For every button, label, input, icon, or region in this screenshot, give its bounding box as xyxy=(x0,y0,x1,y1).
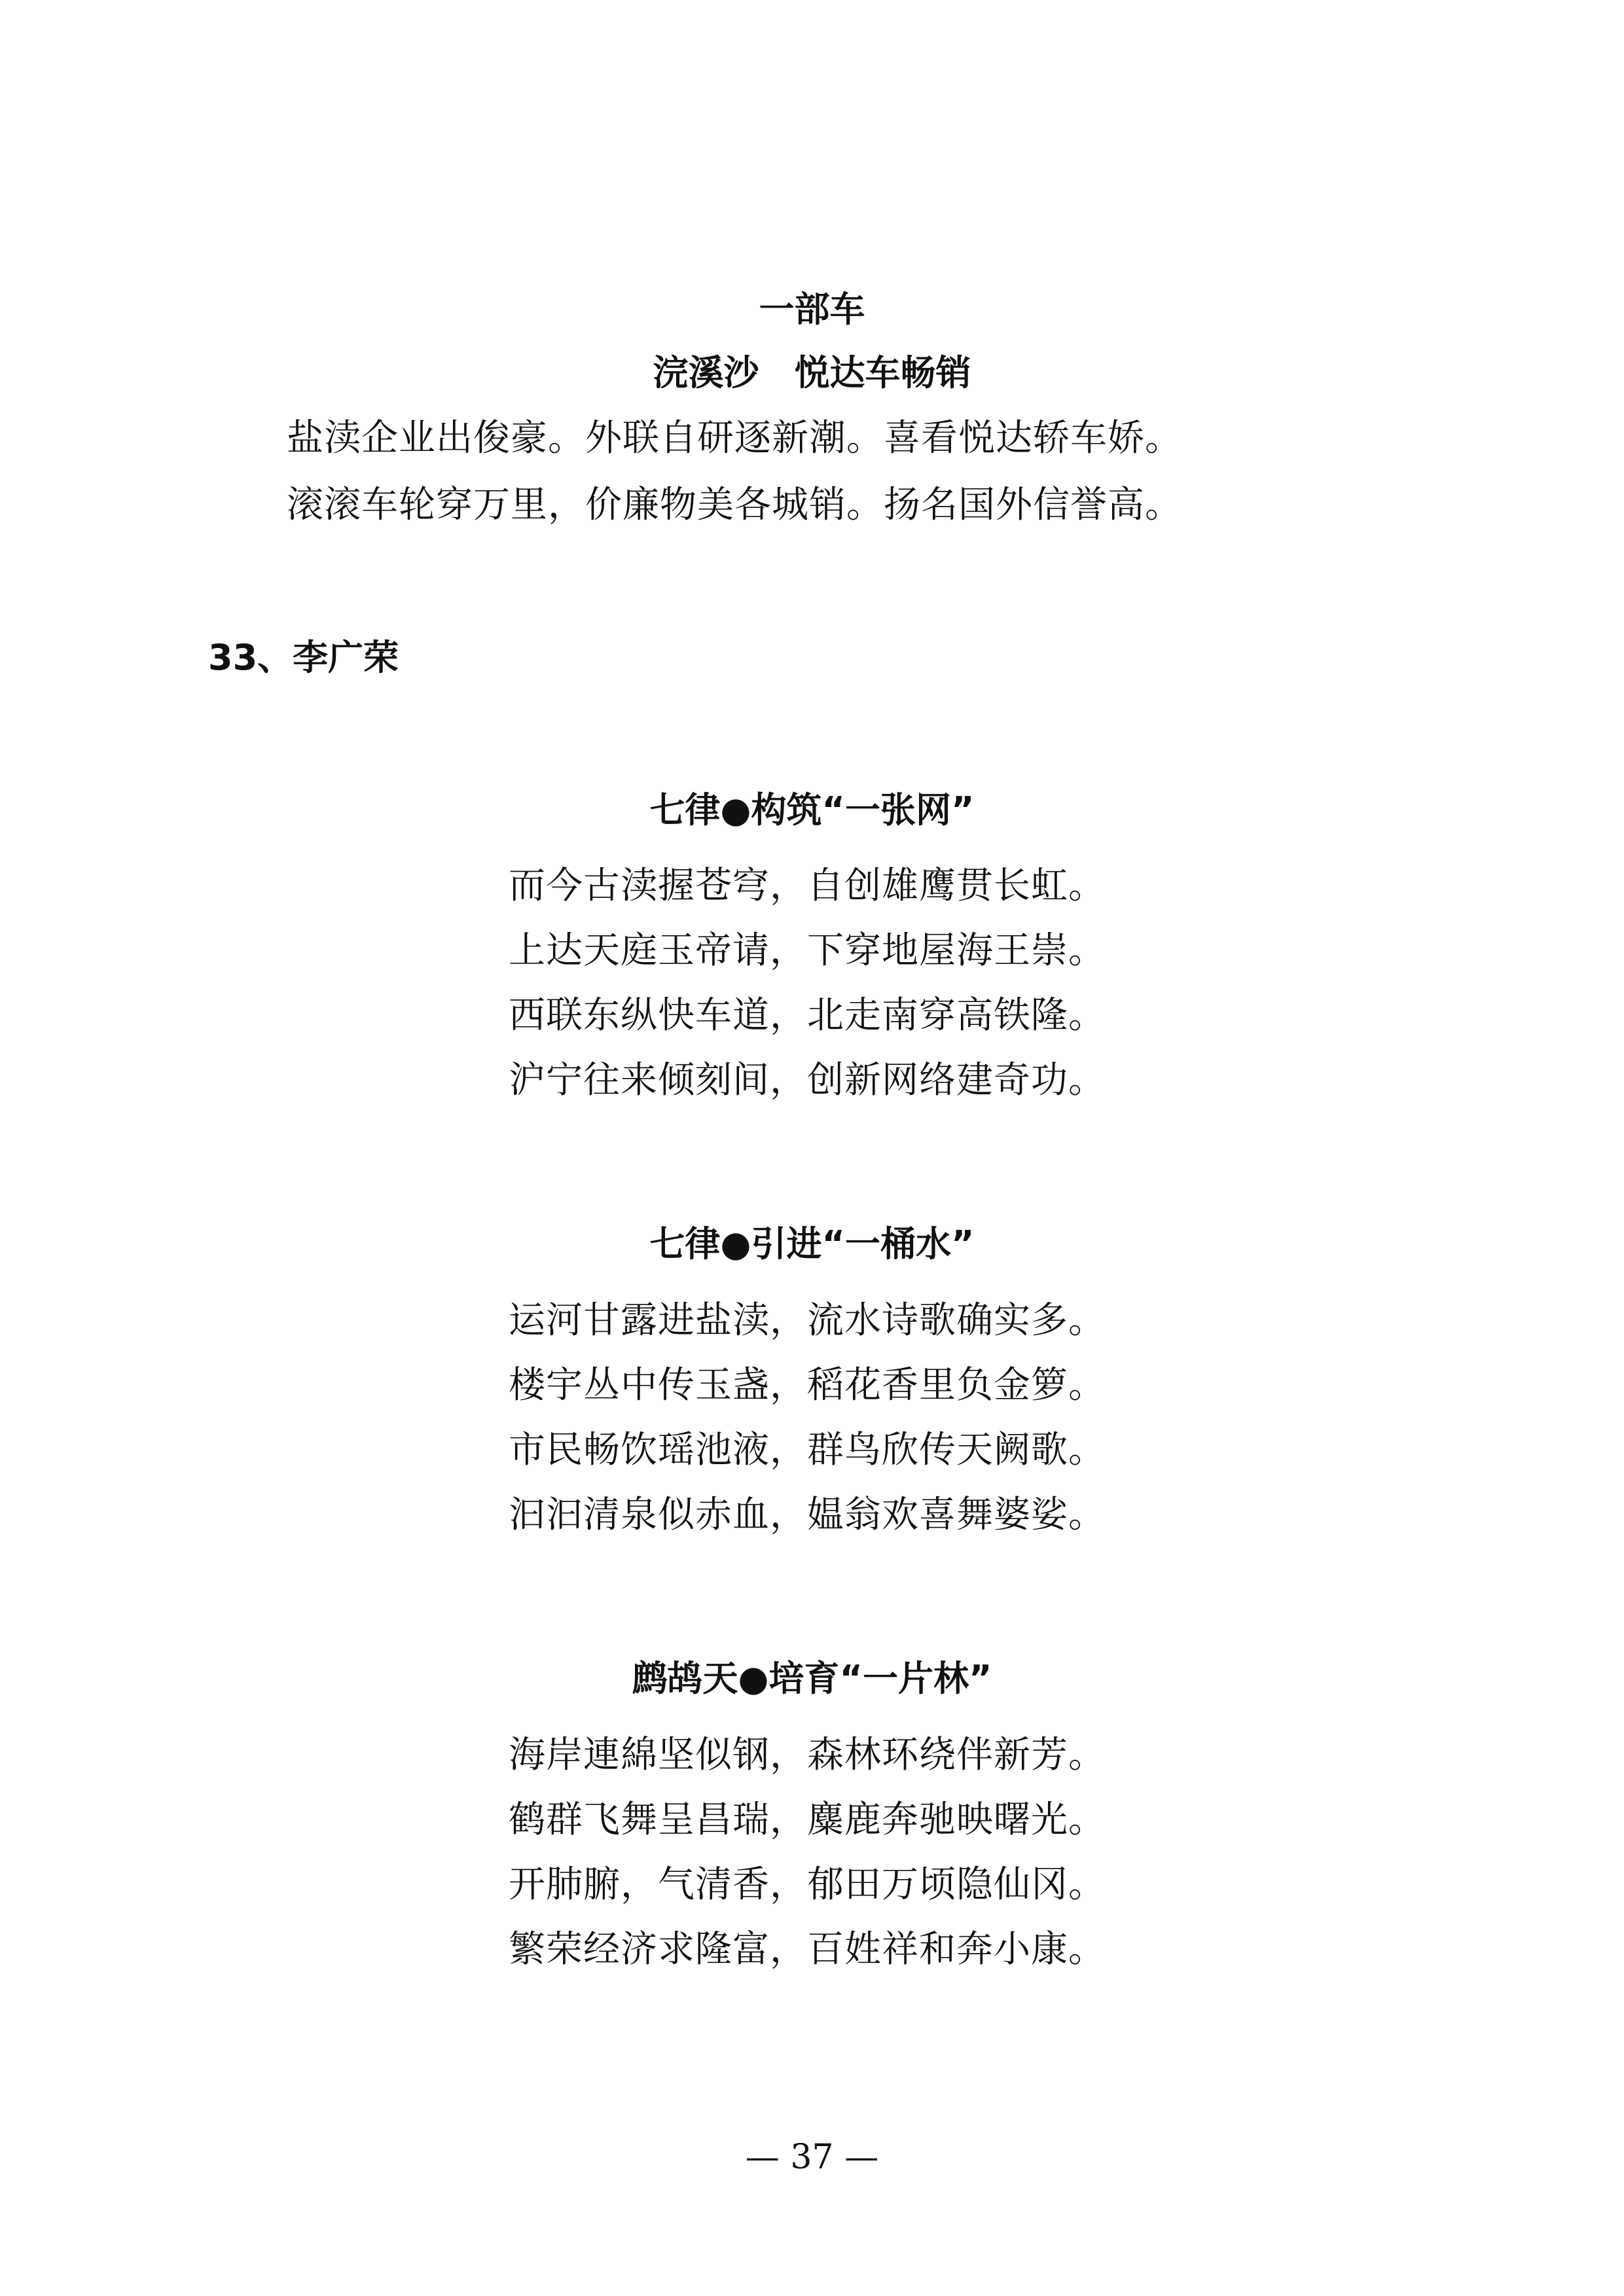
poem-line: 运河甘露进盐渎，流水诗歌确实多。 xyxy=(509,1299,1106,1342)
poem-title-huanxisha: 浣溪沙 悦达车畅销 xyxy=(653,352,971,393)
poem-line: 西联东纵快车道，北走南穿高铁隆。 xyxy=(509,994,1106,1037)
poem-line: 市民畅饮瑶池液，群鸟欣传天阙歌。 xyxy=(509,1429,1106,1471)
poem-line: 滚滚车轮穿万里，价廉物美各城销。扬名国外信誉高。 xyxy=(287,484,1182,526)
page-number: — 37 — xyxy=(745,2138,879,2177)
poem-title: 七律●引进“一桶水” xyxy=(649,1223,975,1265)
poem-line: 繁荣经济求隆富，百姓祥和奔小康。 xyxy=(509,1928,1106,1971)
poem-line: 开肺腑，气清香，郁田万顷隐仙冈。 xyxy=(509,1863,1106,1906)
poem-line: 沪宁往来倾刻间，创新网络建奇功。 xyxy=(509,1059,1106,1102)
poem-line: 汩汩清泉似赤血，媪翁欢喜舞婆娑。 xyxy=(509,1494,1106,1536)
poem-title: 七律●构筑“一张网” xyxy=(649,789,975,831)
poem-line: 鹤群飞舞呈昌瑞，麋鹿奔驰映曙光。 xyxy=(509,1799,1106,1841)
poem-line: 海岸連綿坚似钢，森林环绕伴新芳。 xyxy=(509,1734,1106,1776)
poem-title: 鹧鸪天●培育“一片林” xyxy=(632,1658,992,1699)
section-heading: 33、李广荣 xyxy=(208,637,399,678)
poem-line: 而今古渎握苍穹，自创雄鹰贯长虹。 xyxy=(509,865,1106,907)
poem-line: 盐渎企业出俊豪。外联自研逐新潮。喜看悦达轿车娇。 xyxy=(287,417,1182,459)
poem-line: 上达天庭玉帝请，下穿地屋海王崇。 xyxy=(509,929,1106,972)
poem-group-title: 一部车 xyxy=(759,289,865,330)
poem-line: 楼宇丛中传玉盏，稻花香里负金箩。 xyxy=(509,1364,1106,1407)
